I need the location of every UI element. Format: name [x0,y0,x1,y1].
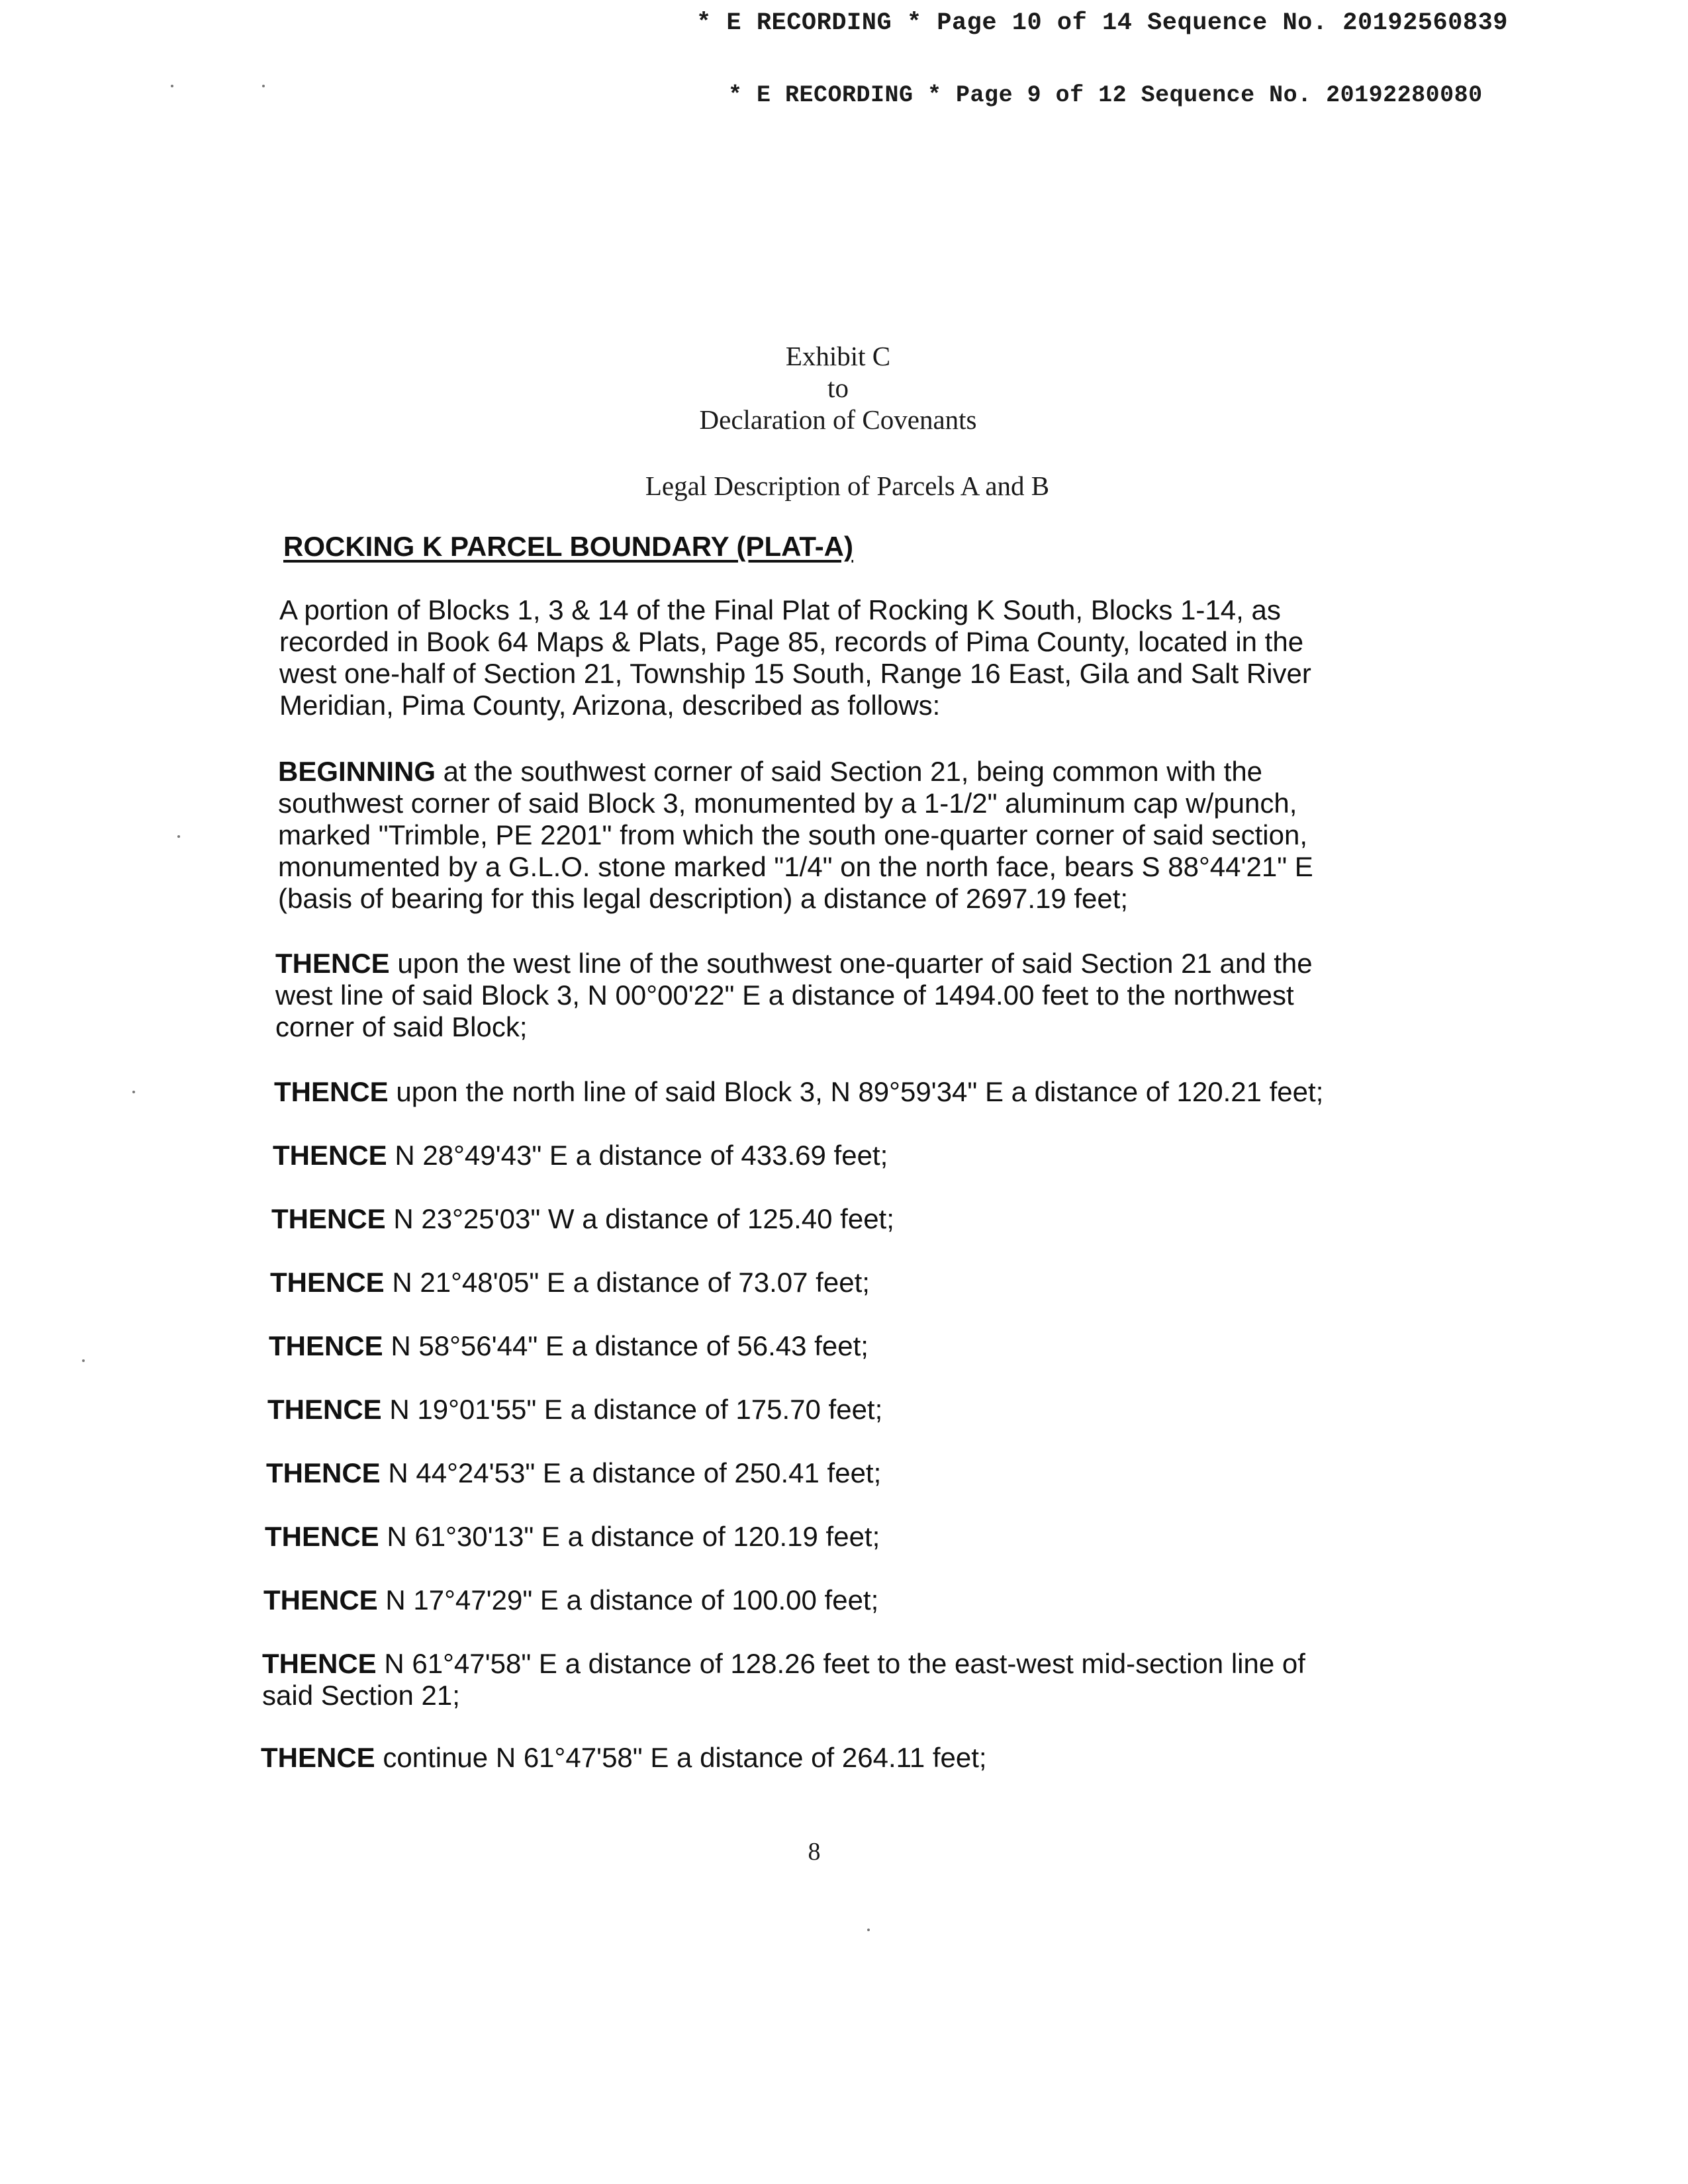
legal-description-heading: Legal Description of Parcels A and B [645,471,1050,501]
paragraph-line [271,1203,894,1235]
page-number: 8 [808,1838,821,1866]
paragraph-line [278,756,1313,788]
paragraph-text: N 58°56'44" E a distance of 56.43 feet; [383,1330,868,1361]
paragraph-line: marked "Trimble, PE 2201" from which the south one-quarter corner of said section, [278,819,1307,850]
paragraph-line: west line of said Block 3, N 00°00'22" E a distance of 1494.00 feet to the northwest [275,979,1294,1011]
paragraph-keyword: THENCE [275,948,390,979]
paragraph-line [262,1648,1305,1680]
scan-speck [262,85,265,87]
paragraph-keyword: THENCE [265,1521,379,1552]
paragraph-keyword: THENCE [271,1203,386,1234]
thence-paragraph [274,1076,1323,1108]
paragraph-text: at the southwest corner of said Section 21, being common with the [436,756,1263,787]
thence-paragraph [270,1267,870,1298]
paragraph-line [266,1457,881,1489]
scan-speck [867,1929,870,1931]
paragraph-line: (basis of bearing for this legal description) a distance of 2697.19 feet; [278,883,1129,914]
exhibit-to: to [827,373,849,403]
paragraph-line [274,1076,1323,1108]
recording-stamp-secondary: * E RECORDING * Page 9 of 12 Sequence No. 20192280080 [728,82,1483,109]
intro-line: recorded in Book 64 Maps & Plats, Page 85, records of Pima County, located in the [279,626,1304,657]
paragraph-text: N 44°24'53" E a distance of 250.41 feet; [380,1457,882,1488]
thence-paragraph [269,1330,868,1362]
paragraph-text: continue N 61°47'58" E a distance of 264.11 feet; [375,1742,987,1773]
intro-line: A portion of Blocks 1, 3 & 14 of the Final Plat of Rocking K South, Blocks 1-14, as [279,594,1281,625]
paragraph-keyword: THENCE [263,1584,378,1615]
paragraph-keyword: THENCE [270,1267,385,1298]
thence-paragraph [265,1521,880,1553]
paragraph-line: southwest corner of said Block 3, monumented by a 1-1/2" aluminum cap w/punch, [278,788,1297,819]
paragraph-keyword: THENCE [261,1742,375,1773]
paragraph-text: N 19°01'55" E a distance of 175.70 feet; [381,1394,883,1425]
paragraph-text: N 61°47'58" E a distance of 128.26 feet to the east-west mid-section line of [376,1648,1305,1679]
beginning-paragraph [278,756,1313,915]
paragraph-line: said Section 21; [262,1680,460,1711]
paragraph-keyword: THENCE [267,1394,382,1425]
paragraph-text: N 61°30'13" E a distance of 120.19 feet; [379,1521,880,1552]
section-title: ROCKING K PARCEL BOUNDARY (PLAT-A) [283,531,853,562]
paragraph-line [275,948,1313,979]
paragraph-text: N 23°25'03" W a distance of 125.40 feet; [385,1203,894,1234]
thence-paragraph [261,1742,987,1774]
paragraph-line [263,1584,878,1616]
paragraph-line [265,1521,880,1553]
intro-line: west one-half of Section 21, Township 15 South, Range 16 East, Gila and Salt River [279,658,1311,689]
paragraph-keyword: THENCE [266,1457,381,1488]
paragraph-text: N 17°47'29" E a distance of 100.00 feet; [377,1584,879,1615]
paragraph-line [269,1330,868,1362]
scan-speck [82,1359,85,1362]
declaration-heading: Declaration of Covenants [699,404,977,435]
thence-paragraph [263,1584,878,1616]
paragraph-text: upon the west line of the southwest one-quarter of said Section 21 and the [389,948,1313,979]
paragraph-keyword: BEGINNING [278,756,436,787]
paragraph-line [273,1140,888,1171]
scan-speck [132,1091,135,1093]
paragraph-line [261,1742,987,1774]
thence-paragraph [266,1457,881,1489]
paragraph-text: upon the north line of said Block 3, N 89°59'34" E a distance of 120.21 feet; [388,1076,1324,1107]
thence-paragraph [273,1140,888,1171]
scan-speck [177,835,180,838]
intro-paragraph [279,594,1311,721]
exhibit-heading: Exhibit C [785,341,891,371]
paragraph-keyword: THENCE [262,1648,377,1679]
paragraph-keyword: THENCE [269,1330,383,1361]
paragraph-keyword: THENCE [273,1140,387,1171]
intro-line: Meridian, Pima County, Arizona, described as follows: [279,690,941,721]
recording-stamp-primary: * E RECORDING * Page 10 of 14 Sequence No. 20192560839 [696,9,1508,37]
paragraph-line: monumented by a G.L.O. stone marked "1/4" on the north face, bears S 88°44'21" E [278,851,1313,882]
paragraph-text: N 21°48'05" E a distance of 73.07 feet; [384,1267,870,1298]
thence-paragraph [262,1648,1305,1711]
paragraph-text: N 28°49'43" E a distance of 433.69 feet; [387,1140,888,1171]
paragraph-line [267,1394,882,1426]
paragraph-line [270,1267,870,1298]
thence-paragraph [271,1203,894,1235]
scan-speck [171,85,173,87]
thence-paragraph [275,948,1313,1043]
paragraph-line: corner of said Block; [275,1011,528,1042]
paragraph-keyword: THENCE [274,1076,389,1107]
thence-paragraph [267,1394,882,1426]
